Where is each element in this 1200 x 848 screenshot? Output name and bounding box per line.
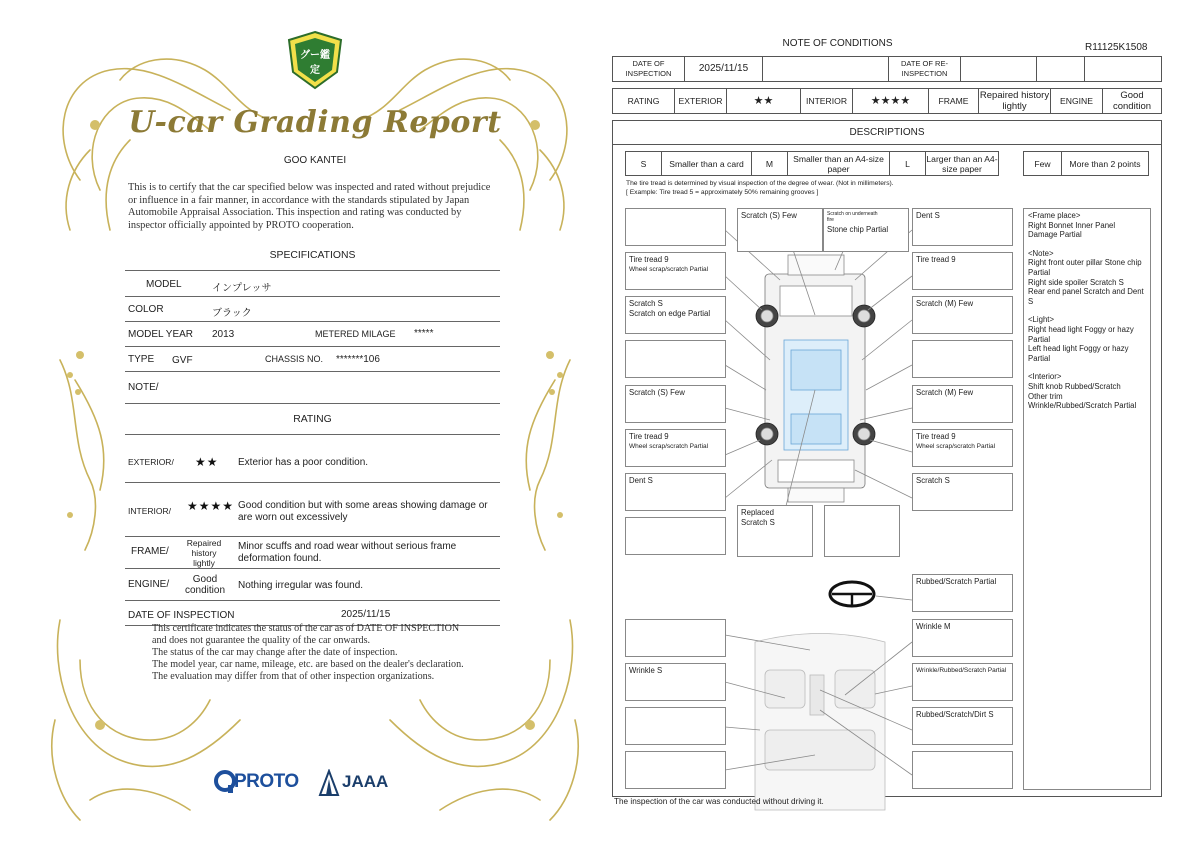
light-item: Right head light Foggy or hazy Partial bbox=[1028, 324, 1134, 344]
divider bbox=[125, 434, 500, 435]
engine-label: ENGINE/ bbox=[128, 579, 170, 590]
damage-box-empty bbox=[625, 751, 726, 789]
damage-box-interior-front-right bbox=[912, 619, 1013, 657]
legend-code-few: Few bbox=[1024, 152, 1062, 175]
chassis-label: CHASSIS NO. bbox=[265, 354, 324, 364]
exterior-label: EXTERIOR bbox=[675, 89, 727, 113]
damage-text: Scratch (M) Few bbox=[916, 388, 974, 397]
damage-text: Scratch (M) Few bbox=[916, 299, 974, 308]
model-year-label: MODEL YEAR bbox=[128, 329, 194, 340]
damage-box-interior-front-left bbox=[625, 663, 726, 701]
damage-text: Dent S bbox=[916, 211, 940, 220]
inspection-date-value: 2025/11/15 bbox=[341, 609, 391, 620]
divider bbox=[125, 403, 500, 404]
damage-text: Scratch (S) Few bbox=[741, 211, 797, 220]
engine-value: Good condition bbox=[184, 574, 226, 596]
legend-code-l: L bbox=[890, 152, 926, 175]
gold-ornament-border bbox=[40, 20, 590, 830]
date-reinspection-label: DATE OF RE-INSPECTION bbox=[889, 57, 961, 81]
tread-example: [ Example: Tire tread 5 = approximately 50% remaining grooves ] bbox=[626, 189, 819, 196]
rating-heading: RATING bbox=[293, 414, 332, 425]
interior-item: Wrinkle/Rubbed/Scratch Partial bbox=[1028, 401, 1137, 411]
date-inspection-value: 2025/11/15 bbox=[685, 57, 763, 81]
divider bbox=[125, 371, 500, 372]
interior-label: INTERIOR/ bbox=[128, 506, 171, 516]
damage-box-empty bbox=[912, 751, 1013, 789]
frame-value: Repaired history lightly bbox=[979, 90, 1050, 112]
divider bbox=[125, 270, 500, 271]
color-label: COLOR bbox=[128, 304, 164, 315]
damage-box-rear-panel bbox=[737, 505, 813, 557]
damage-text: Scratch on edge Partial bbox=[629, 309, 711, 318]
damage-text: Wheel scrap/scratch Partial bbox=[629, 443, 709, 450]
damage-box-underneath bbox=[823, 208, 909, 252]
frame-label: FRAME/ bbox=[131, 546, 169, 557]
damage-box-right-front-tire bbox=[912, 252, 1013, 290]
color-value: ブラック bbox=[212, 308, 252, 319]
grading-certificate bbox=[40, 20, 590, 830]
interior-item: Shift knob Rubbed/Scratch bbox=[1028, 381, 1121, 391]
note-label: NOTE/ bbox=[128, 382, 159, 393]
legend-desc-m: Smaller than an A4-size paper bbox=[788, 152, 890, 175]
reference-number: R11125K1508 bbox=[1085, 42, 1148, 53]
damage-text: Wheel scrap/scratch Partial bbox=[629, 266, 709, 273]
type-label: TYPE bbox=[128, 354, 155, 365]
damage-text: Scratch S bbox=[629, 299, 663, 308]
divider bbox=[125, 321, 500, 322]
damage-text-small: fire bbox=[827, 217, 834, 223]
type-value: GVF bbox=[172, 355, 193, 366]
specifications-heading: SPECIFICATIONS bbox=[269, 250, 356, 261]
damage-text: Wrinkle M bbox=[916, 622, 951, 631]
interior-item: Other trim bbox=[1028, 391, 1063, 401]
damage-text: Replaced bbox=[741, 508, 774, 517]
note-item: Right front outer pillar Stone chip Partial bbox=[1028, 258, 1142, 277]
damage-text: Scratch S bbox=[916, 476, 950, 485]
divider bbox=[125, 536, 500, 537]
damage-text: Wrinkle/Rubbed/Scratch Partial bbox=[916, 667, 1007, 674]
inspection-footnote: The inspection of the car was conducted without driving it. bbox=[614, 797, 824, 806]
interior-stars: ★★★★ bbox=[187, 499, 235, 513]
interior-description: Good condition but with some areas showing damage or are worn out excessively bbox=[238, 500, 488, 523]
proto-logo-text: PROTO bbox=[234, 771, 299, 792]
damage-text-small: Scratch on underneath bbox=[827, 211, 878, 217]
legend-code-m: M bbox=[752, 152, 788, 175]
condition-notes-panel bbox=[1023, 208, 1151, 790]
damage-text: Rubbed/Scratch Partial bbox=[916, 577, 997, 586]
damage-box-empty bbox=[912, 340, 1013, 378]
damage-box-steering bbox=[912, 574, 1013, 612]
sponsor-logos bbox=[210, 768, 410, 798]
damage-text: Tire tread 9 bbox=[629, 432, 669, 441]
damage-box-right-rear bbox=[912, 473, 1013, 511]
chassis-value: *******106 bbox=[336, 354, 380, 365]
divider bbox=[125, 296, 500, 297]
damage-box-left-rear-tire bbox=[625, 429, 726, 467]
note-heading: <Note> bbox=[1028, 248, 1054, 258]
damage-box-front-bumper bbox=[737, 208, 823, 252]
legend-desc-l: Larger than an A4-size paper bbox=[926, 153, 998, 174]
jaaa-logo-text: JAAA bbox=[342, 772, 389, 791]
exterior-stars: ★★ bbox=[727, 89, 801, 113]
legend-desc-few: More than 2 points bbox=[1069, 158, 1141, 169]
interior-label: INTERIOR bbox=[801, 89, 853, 113]
tread-note: The tire tread is determined by visual inspection of the degree of wear. (Not in millimeters). bbox=[626, 180, 894, 187]
damage-box-left-front-tire bbox=[625, 252, 726, 290]
engine-label: ENGINE bbox=[1051, 89, 1103, 113]
frame-label: FRAME bbox=[929, 89, 979, 113]
note-item: Rear end panel Scratch and Dent S bbox=[1028, 287, 1144, 306]
damage-text: Tire tread 9 bbox=[916, 432, 956, 441]
damage-box-right-rear-side bbox=[912, 385, 1013, 423]
damage-box-left-front-side bbox=[625, 296, 726, 334]
disclaimer-line: The status of the car may change after the date of inspection. bbox=[152, 647, 398, 658]
damage-box-empty bbox=[625, 619, 726, 657]
interior-stars: ★★★★ bbox=[853, 89, 929, 113]
damage-text: Dent S bbox=[629, 476, 653, 485]
proto-logo-icon bbox=[214, 770, 236, 794]
rating-label: RATING bbox=[613, 89, 675, 113]
engine-description: Nothing irregular was found. bbox=[238, 580, 364, 591]
damage-box-empty bbox=[625, 517, 726, 555]
report-title: U-car Grading Report bbox=[128, 105, 502, 140]
exterior-description: Exterior has a poor condition. bbox=[238, 457, 369, 468]
divider bbox=[125, 568, 500, 569]
damage-box-empty bbox=[625, 340, 726, 378]
damage-text: Tire tread 9 bbox=[916, 255, 956, 264]
note-of-conditions bbox=[610, 30, 1165, 820]
damage-box-right-rear-tire bbox=[912, 429, 1013, 467]
metered-milage-value: ***** bbox=[414, 328, 434, 339]
model-label: MODEL bbox=[146, 279, 182, 290]
certification-statement: This is to certify that the car specified below was inspected and rated without prejudice or influence in a fair manner, in accordance with the standards stipulated by Japan Automobile Appraisal Association. This inspection and rating was conducted by inspector officially appointed by PROTO cooperation. bbox=[128, 182, 491, 231]
engine-value: Good condition bbox=[1112, 90, 1152, 112]
damage-text: Rubbed/Scratch/Dirt S bbox=[916, 710, 994, 719]
damage-box-empty bbox=[824, 505, 900, 557]
divider bbox=[125, 346, 500, 347]
damage-box-left-rear-side bbox=[625, 385, 726, 423]
frame-value: Repaired history lightly bbox=[186, 538, 222, 568]
note-title: NOTE OF CONDITIONS bbox=[782, 38, 893, 49]
exterior-stars: ★★ bbox=[195, 455, 219, 469]
model-value: インプレッサ bbox=[212, 283, 272, 294]
damage-text: Scratch S bbox=[741, 518, 775, 527]
divider bbox=[125, 600, 500, 601]
legend-code-s: S bbox=[626, 152, 662, 175]
badge-label: グー鑑定 bbox=[300, 50, 330, 76]
damage-box-interior-rear bbox=[912, 707, 1013, 745]
damage-box-empty bbox=[625, 707, 726, 745]
disclaimer-line: This certificate indicates the status of the car as of DATE OF INSPECTION and does not guarantee the quality of the car onwards. bbox=[152, 623, 460, 646]
damage-box-right-front-side bbox=[912, 296, 1013, 334]
damage-box-empty bbox=[625, 208, 726, 246]
certificate-disclaimer bbox=[152, 623, 472, 683]
descriptions-heading: DESCRIPTIONS bbox=[613, 121, 1161, 145]
exterior-label: EXTERIOR/ bbox=[128, 457, 174, 467]
light-item: Left head light Foggy or hazy Partial bbox=[1028, 344, 1129, 363]
damage-box-shift-knob bbox=[912, 663, 1013, 701]
interior-heading: <Interior> bbox=[1028, 372, 1062, 382]
frame-place-item: Right Bonnet Inner Panel bbox=[1028, 220, 1116, 230]
metered-milage-label: METERED MILAGE bbox=[315, 329, 396, 339]
damage-text: Wheel scrap/scratch Partial bbox=[916, 443, 996, 450]
frame-place-heading: <Frame place> bbox=[1028, 211, 1081, 220]
light-heading: <Light> bbox=[1028, 315, 1055, 325]
divider bbox=[125, 482, 500, 483]
disclaimer-line: The evaluation may differ from that of other inspection organizations. bbox=[152, 671, 435, 682]
frame-place-item: Damage Partial bbox=[1028, 230, 1082, 240]
damage-text: Wrinkle S bbox=[629, 666, 663, 675]
damage-box-right-front bbox=[912, 208, 1013, 246]
damage-text: Stone chip Partial bbox=[827, 225, 889, 234]
damage-text: Tire tread 9 bbox=[629, 255, 669, 264]
jaaa-logo-icon bbox=[318, 769, 340, 797]
damage-box-left-rear bbox=[625, 473, 726, 511]
frame-description: Minor scuffs and road wear without serious frame deformation found. bbox=[238, 541, 457, 564]
model-year-value: 2013 bbox=[212, 329, 235, 340]
report-subtitle: GOO KANTEI bbox=[283, 155, 347, 166]
legend-desc-s: Smaller than a card bbox=[662, 152, 752, 175]
inspection-date-label: DATE OF INSPECTION bbox=[128, 610, 235, 621]
disclaimer-line: The model year, car name, mileage, etc. are based on the dealer's declaration. bbox=[152, 659, 464, 670]
date-inspection-label: DATE OF INSPECTION bbox=[613, 57, 685, 81]
note-item: Right side spoiler Scratch S bbox=[1028, 277, 1124, 287]
damage-text: Scratch (S) Few bbox=[629, 388, 685, 397]
